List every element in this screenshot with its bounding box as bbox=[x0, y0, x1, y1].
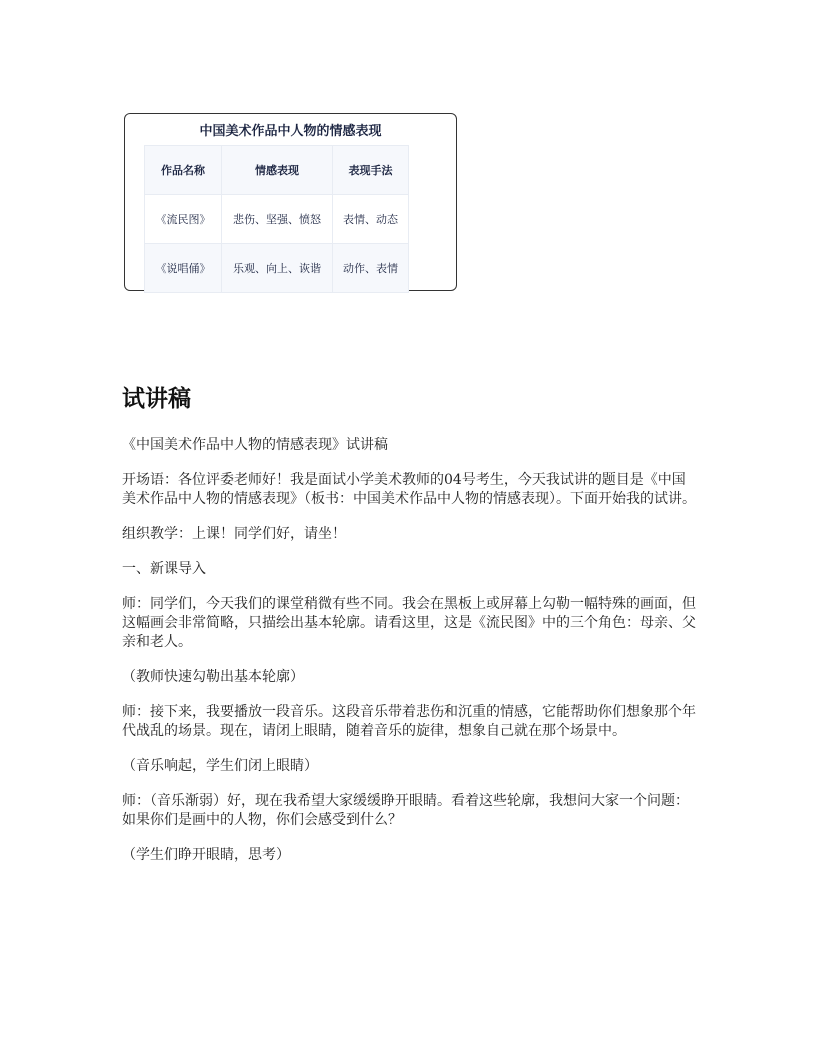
stage-direction: （音乐响起，学生们闭上眼睛） bbox=[122, 758, 318, 774]
summary-table bbox=[144, 145, 409, 293]
section-label: 一、新课导入 bbox=[122, 561, 206, 577]
summary-table-card bbox=[124, 113, 457, 291]
header-cell-technique: 表现手法 bbox=[333, 146, 409, 195]
paragraph: 开场语：各位评委老师好！我是面试小学美术教师的04号考生，今天我试讲的题目是《中国美术作品中人物的情感表现》（板书：中国美术作品中人物的情感表现）。下面开始我的试讲。 bbox=[122, 472, 696, 507]
header-cell-work: 作品名称 bbox=[145, 146, 222, 195]
table-cell: 乐观、向上、诙谐 bbox=[222, 244, 333, 293]
table-cell: 动作、表情 bbox=[333, 244, 409, 293]
section-heading: 试讲稿 bbox=[122, 386, 191, 412]
table-cell: 悲伤、坚强、愤怒 bbox=[222, 195, 333, 244]
paragraph: 组织教学：上课！同学们好，请坐！ bbox=[122, 526, 346, 542]
lecture-script bbox=[122, 436, 698, 881]
table-row bbox=[145, 244, 409, 293]
table-cell: 《说唱俑》 bbox=[145, 244, 222, 293]
stage-direction: （教师快速勾勒出基本轮廓） bbox=[122, 669, 304, 685]
table-cell: 表情、动态 bbox=[333, 195, 409, 244]
table-header-row bbox=[145, 146, 409, 195]
script-title-line: 《中国美术作品中人物的情感表现》试讲稿 bbox=[122, 437, 388, 453]
table-cell: 《流民图》 bbox=[145, 195, 222, 244]
header-cell-emotion: 情感表现 bbox=[222, 146, 333, 195]
stage-direction: （学生们睁开眼睛，思考） bbox=[122, 847, 290, 863]
paragraph: 师：（音乐渐弱）好，现在我希望大家缓缓睁开眼睛。看着这些轮廓，我想问大家一个问题：如果你们是画中的人物，你们会感受到什么？ bbox=[122, 793, 689, 828]
table-title: 中国美术作品中人物的情感表现 bbox=[199, 124, 382, 139]
paragraph: 师：接下来，我要播放一段音乐。这段音乐带着悲伤和沉重的情感，它能帮助你们想象那个年代战乱的场景。现在，请闭上眼睛，随着音乐的旋律，想象自己就在那个场景中。 bbox=[122, 704, 696, 739]
table-row bbox=[145, 195, 409, 244]
paragraph: 师：同学们，今天我们的课堂稍微有些不同。我会在黑板上或屏幕上勾勒一幅特殊的画面，但这幅画会非常简略，只描绘出基本轮廓。请看这里，这是《流民图》中的三个角色：母亲、父亲和老人。 bbox=[122, 596, 696, 650]
